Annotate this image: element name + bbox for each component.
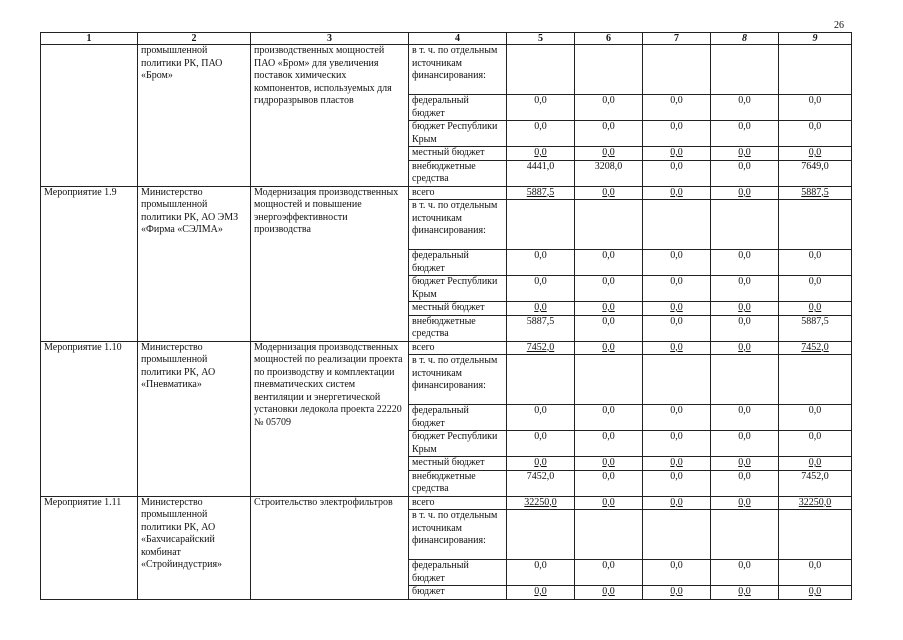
funding-source-cell: бюджет Республики Крым: [409, 276, 507, 302]
table-row: [41, 45, 852, 95]
amount-value: 5887,5: [526, 315, 555, 327]
amount-value: 0,0: [808, 276, 822, 287]
amount-cell: [507, 560, 575, 586]
amount-value: 0,0: [670, 121, 683, 132]
amount-cell: [779, 200, 852, 250]
amount-cell: [575, 510, 643, 560]
amount-cell: [643, 560, 711, 586]
amount-value: 0,0: [670, 276, 683, 287]
amount-value: 0,0: [670, 160, 683, 172]
amount-cell: [711, 470, 779, 496]
amount-cell: [507, 147, 575, 161]
executor-cell: Министерство промышленной политики РК, АО ЭМЗ «Фирма «СЭЛМА»: [138, 186, 251, 341]
amount-cell: [575, 431, 643, 457]
amount-value: 0,0: [534, 95, 547, 106]
amount-cell: [643, 341, 711, 355]
amount-value: 0,0: [738, 186, 751, 198]
amount-value: 32250,0: [524, 496, 557, 508]
amount-cell: [711, 95, 779, 121]
amount-value: 0,0: [602, 470, 615, 482]
amount-value: 7452,0: [526, 470, 555, 482]
amount-cell: [779, 405, 852, 431]
amount-cell: [507, 355, 575, 405]
amount-cell: [575, 302, 643, 316]
amount-cell: [507, 200, 575, 250]
amount-cell: [779, 160, 852, 186]
amount-value: 0,0: [670, 250, 683, 261]
amount-value: 7452,0: [801, 341, 829, 353]
table-row: [41, 341, 852, 355]
amount-cell: [575, 186, 643, 200]
amount-value: 0,0: [738, 95, 751, 106]
amount-value: 0,0: [670, 341, 683, 353]
funding-source-cell: бюджет Республики Крым: [409, 121, 507, 147]
amount-cell: [643, 586, 711, 600]
amount-value: 0,0: [602, 186, 615, 198]
amount-value: 0,0: [602, 121, 615, 132]
amount-cell: [711, 341, 779, 355]
amount-value: 0,0: [738, 121, 751, 132]
amount-cell: [507, 95, 575, 121]
amount-cell: [711, 160, 779, 186]
funding-source-cell: всего: [409, 341, 507, 355]
amount-cell: [575, 250, 643, 276]
funding-source-cell: бюджет Республики Крым: [409, 431, 507, 457]
amount-cell: [643, 355, 711, 405]
amount-value: 0,0: [602, 276, 615, 287]
amount-value: 0,0: [738, 457, 751, 468]
amount-value: 0,0: [738, 276, 751, 287]
amount-value: 0,0: [808, 586, 822, 597]
description-cell: производственных мощностей ПАО «Бром» для увеличения поставок химических компонентов, используемых для гидроразрывов пластов: [251, 45, 409, 187]
amount-value: 7452,0: [801, 470, 829, 482]
amount-cell: [779, 302, 852, 316]
amount-cell: [575, 457, 643, 471]
amount-cell: [575, 121, 643, 147]
amount-cell: [779, 121, 852, 147]
amount-value: 0,0: [534, 276, 547, 287]
amount-cell: [779, 341, 852, 355]
amount-value: 5887,5: [526, 186, 555, 198]
amount-cell: [507, 510, 575, 560]
amount-value: 0,0: [670, 586, 683, 597]
amount-cell: [711, 302, 779, 316]
amount-cell: [711, 121, 779, 147]
amount-value: 0,0: [808, 560, 822, 571]
amount-cell: [575, 341, 643, 355]
amount-cell: [507, 457, 575, 471]
amount-cell: [643, 457, 711, 471]
amount-value: 7649,0: [801, 160, 829, 172]
amount-cell: [507, 586, 575, 600]
amount-cell: [643, 121, 711, 147]
amount-value: 0,0: [670, 470, 683, 482]
amount-cell: [711, 431, 779, 457]
amount-cell: [711, 186, 779, 200]
table-row: [41, 186, 852, 200]
amount-cell: [643, 470, 711, 496]
amount-value: 0,0: [738, 586, 751, 597]
measure-cell: Мероприятие 1.10: [41, 341, 138, 496]
column-header: 1: [41, 33, 138, 45]
amount-value: 0,0: [670, 315, 683, 327]
amount-cell: [575, 560, 643, 586]
amount-cell: [711, 276, 779, 302]
amount-cell: [507, 405, 575, 431]
amount-cell: [643, 315, 711, 341]
funding-source-cell: в т. ч. по отдельным источникам финансирования:: [409, 510, 507, 560]
amount-cell: [575, 147, 643, 161]
description-cell: Модернизация производственных мощностей по реализации проекта по производству и комплектации пневматических систем вентиляции и энергетической установки ледокола проекта 22220 № 05709: [251, 341, 409, 496]
amount-value: 0,0: [602, 147, 615, 158]
amount-cell: [643, 302, 711, 316]
amount-value: 0,0: [738, 496, 751, 508]
amount-value: 0,0: [670, 95, 683, 106]
amount-value: 0,0: [738, 431, 751, 442]
amount-value: 0,0: [534, 431, 547, 442]
amount-cell: [575, 355, 643, 405]
amount-value: 0,0: [738, 302, 751, 313]
amount-cell: [575, 405, 643, 431]
amount-cell: [507, 45, 575, 95]
amount-cell: [507, 315, 575, 341]
funding-source-cell: всего: [409, 186, 507, 200]
amount-cell: [575, 276, 643, 302]
amount-cell: [779, 250, 852, 276]
column-header: 7: [643, 33, 711, 45]
amount-cell: [779, 186, 852, 200]
amount-value: 0,0: [808, 431, 822, 442]
description-cell: Модернизация производственных мощностей и повышение энергоэффективности производства: [251, 186, 409, 341]
amount-cell: [575, 496, 643, 510]
amount-value: 0,0: [738, 160, 751, 172]
amount-cell: [643, 496, 711, 510]
amount-cell: [575, 315, 643, 341]
amount-value: 0,0: [602, 315, 615, 327]
amount-value: 0,0: [808, 121, 822, 132]
amount-cell: [779, 45, 852, 95]
amount-cell: [507, 250, 575, 276]
amount-cell: [779, 95, 852, 121]
amount-cell: [779, 147, 852, 161]
funding-source-cell: внебюджетные средства: [409, 315, 507, 341]
amount-value: 0,0: [738, 147, 751, 158]
page-number: 26: [834, 20, 844, 31]
amount-value: 0,0: [670, 186, 683, 198]
amount-cell: [711, 560, 779, 586]
amount-cell: [779, 457, 852, 471]
amount-cell: [711, 586, 779, 600]
funding-source-cell: местный бюджет: [409, 147, 507, 161]
amount-value: 0,0: [738, 341, 751, 353]
amount-cell: [575, 586, 643, 600]
amount-cell: [711, 405, 779, 431]
amount-value: 32250,0: [798, 496, 832, 508]
amount-value: 0,0: [602, 250, 615, 261]
amount-value: 0,0: [808, 250, 822, 261]
amount-value: 0,0: [808, 95, 822, 106]
funding-source-cell: местный бюджет: [409, 302, 507, 316]
amount-value: 0,0: [738, 315, 751, 327]
amount-cell: [779, 431, 852, 457]
amount-value: 0,0: [738, 560, 751, 571]
amount-cell: [711, 496, 779, 510]
amount-cell: [711, 45, 779, 95]
funding-source-cell: в т. ч. по отдельным источникам финансирования:: [409, 200, 507, 250]
amount-cell: [779, 355, 852, 405]
amount-cell: [643, 160, 711, 186]
amount-cell: [711, 457, 779, 471]
amount-value: 0,0: [602, 560, 615, 571]
amount-value: 0,0: [670, 560, 683, 571]
amount-value: 0,0: [738, 250, 751, 261]
amount-cell: [779, 586, 852, 600]
amount-value: 0,0: [602, 405, 615, 416]
amount-cell: [643, 147, 711, 161]
amount-cell: [507, 431, 575, 457]
amount-value: 0,0: [534, 302, 547, 313]
funding-source-cell: федеральный бюджет: [409, 95, 507, 121]
funding-source-cell: федеральный бюджет: [409, 560, 507, 586]
amount-cell: [643, 45, 711, 95]
amount-value: 0,0: [602, 586, 615, 597]
amount-cell: [643, 200, 711, 250]
executor-cell: Министерство промышленной политики РК, АО «Бахчисарайский комбинат «Стройиндустрия»: [138, 496, 251, 599]
table-row: [41, 496, 852, 510]
funding-source-cell: в т. ч. по отдельным источникам финансирования:: [409, 45, 507, 95]
amount-cell: [711, 355, 779, 405]
amount-cell: [507, 496, 575, 510]
amount-cell: [575, 45, 643, 95]
measure-cell: Мероприятие 1.11: [41, 496, 138, 599]
funding-source-cell: в т. ч. по отдельным источникам финансирования:: [409, 355, 507, 405]
amount-value: 0,0: [670, 431, 683, 442]
amount-cell: [779, 510, 852, 560]
measure-cell: Мероприятие 1.9: [41, 186, 138, 341]
amount-cell: [779, 276, 852, 302]
column-header: 8: [711, 33, 779, 45]
amount-cell: [711, 510, 779, 560]
amount-value: 4441,0: [526, 160, 555, 172]
amount-cell: [643, 431, 711, 457]
amount-value: 0,0: [602, 457, 615, 468]
amount-value: 0,0: [808, 302, 822, 313]
amount-value: 0,0: [534, 457, 547, 468]
amount-cell: [643, 405, 711, 431]
amount-value: 0,0: [670, 147, 683, 158]
amount-cell: [575, 200, 643, 250]
amount-value: 0,0: [534, 405, 547, 416]
amount-value: 0,0: [602, 431, 615, 442]
amount-value: 0,0: [670, 457, 683, 468]
column-header: 4: [409, 33, 507, 45]
amount-cell: [575, 160, 643, 186]
column-header: 6: [575, 33, 643, 45]
amount-cell: [711, 250, 779, 276]
funding-source-cell: внебюджетные средства: [409, 160, 507, 186]
amount-cell: [643, 186, 711, 200]
funding-source-cell: федеральный бюджет: [409, 250, 507, 276]
amount-value: 0,0: [602, 341, 615, 353]
column-header: 2: [138, 33, 251, 45]
amount-value: 0,0: [602, 302, 615, 313]
amount-value: 0,0: [808, 147, 822, 158]
column-header: 9: [779, 33, 852, 45]
column-header: 3: [251, 33, 409, 45]
amount-value: 0,0: [534, 560, 547, 571]
amount-value: 5887,5: [801, 186, 829, 198]
measure-cell: [41, 45, 138, 187]
amount-cell: [575, 470, 643, 496]
amount-value: 0,0: [670, 496, 683, 508]
amount-value: 3208,0: [594, 160, 623, 172]
column-number-row: [41, 33, 852, 45]
amount-value: 0,0: [738, 470, 751, 482]
amount-cell: [507, 121, 575, 147]
funding-source-cell: федеральный бюджет: [409, 405, 507, 431]
amount-cell: [507, 302, 575, 316]
amount-cell: [643, 510, 711, 560]
amount-cell: [643, 276, 711, 302]
executor-cell: промышленной политики РК, ПАО «Бром»: [138, 45, 251, 187]
amount-value: 0,0: [534, 586, 547, 597]
amount-cell: [575, 95, 643, 121]
amount-cell: [507, 276, 575, 302]
funding-source-cell: внебюджетные средства: [409, 470, 507, 496]
amount-cell: [711, 200, 779, 250]
column-header: 5: [507, 33, 575, 45]
amount-cell: [507, 186, 575, 200]
funding-source-cell: бюджет: [409, 586, 507, 600]
amount-cell: [507, 470, 575, 496]
amount-value: 0,0: [534, 121, 547, 132]
amount-cell: [643, 250, 711, 276]
amount-cell: [779, 560, 852, 586]
amount-value: 7452,0: [526, 341, 555, 353]
amount-value: 0,0: [670, 302, 683, 313]
amount-value: 0,0: [738, 405, 751, 416]
amount-cell: [711, 147, 779, 161]
amount-value: 0,0: [534, 250, 547, 261]
amount-cell: [779, 315, 852, 341]
amount-cell: [507, 341, 575, 355]
amount-value: 0,0: [602, 95, 615, 106]
amount-value: 0,0: [534, 147, 547, 158]
amount-cell: [779, 470, 852, 496]
financing-table: [40, 32, 852, 600]
table-body: [41, 45, 852, 600]
amount-cell: [779, 496, 852, 510]
amount-value: 0,0: [602, 496, 615, 508]
executor-cell: Министерство промышленной политики РК, АО «Пневматика»: [138, 341, 251, 496]
amount-value: 5887,5: [801, 315, 829, 327]
amount-value: 0,0: [670, 405, 683, 416]
amount-value: 0,0: [808, 405, 822, 416]
amount-cell: [643, 95, 711, 121]
funding-source-cell: всего: [409, 496, 507, 510]
amount-cell: [507, 160, 575, 186]
description-cell: Строительство электрофильтров: [251, 496, 409, 599]
amount-cell: [711, 315, 779, 341]
amount-value: 0,0: [808, 457, 822, 468]
funding-source-cell: местный бюджет: [409, 457, 507, 471]
